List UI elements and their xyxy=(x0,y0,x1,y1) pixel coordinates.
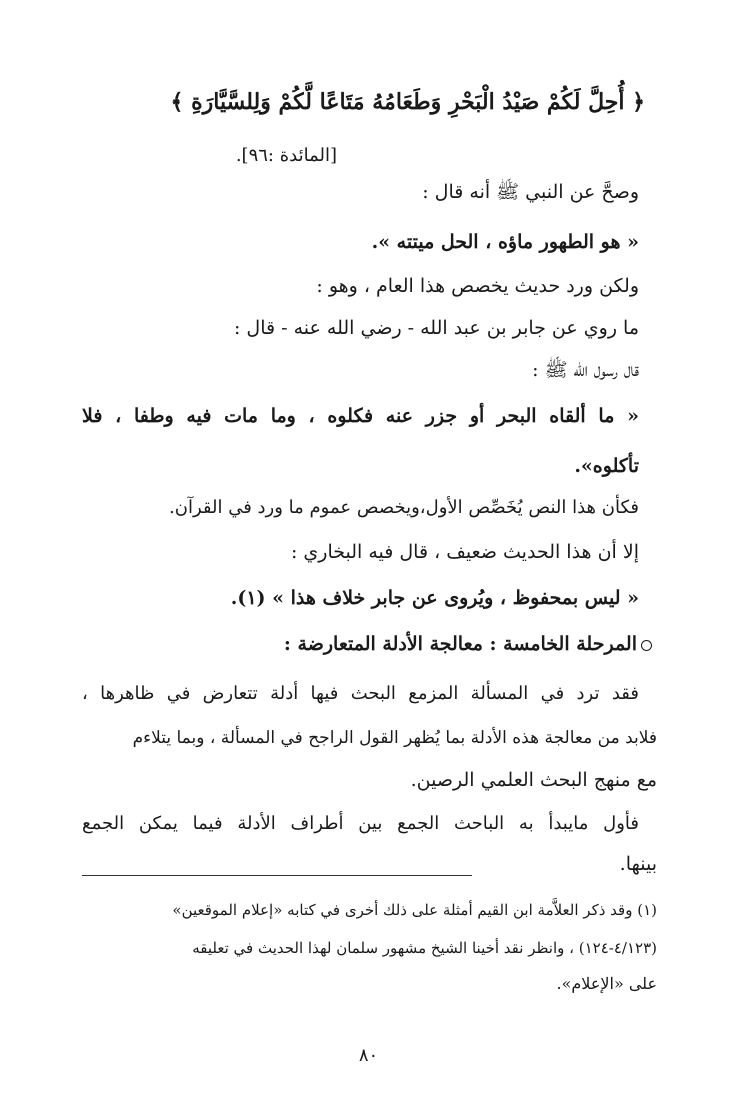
page-number: ٨٠ xyxy=(358,1045,379,1066)
text-line: إلا أن هذا الحديث ضعيف ، قال فيه البخاري : xyxy=(290,541,639,563)
footnote-line: (٤/١٢٣-١٢٤) ، وانظر نقد أخينا الشيخ مشهور سلمان لهذا الحديث في تعليقه xyxy=(192,939,657,957)
text-line: مع منهج البحث العلمي الرصين. xyxy=(410,769,657,791)
text-line: فكأن هذا النص يُخَصِّص الأول،ويخصص عموم ما ورد في القرآن. xyxy=(169,497,639,518)
section-heading xyxy=(82,630,652,658)
hadith-quote: « هو الطهور ماؤه ، الحل ميتته ». xyxy=(371,231,639,253)
text-line: فقد ترد في المسألة المزمع البحث فيها أدلة تتعارض في ظاهرها ، xyxy=(82,683,639,704)
section-heading-text: المرحلة الخامسة : معالجة الأدلة المتعارضة : xyxy=(283,633,637,655)
footnote-line: (١) وقد ذكر العلاَّمة ابن القيم أمثلة على ذلك أخرى في كتابه «إعلام الموقعين» xyxy=(172,901,657,919)
circle-bullet-icon xyxy=(641,640,652,651)
hadith-quote: « ليس بمحفوظ ، ويُروى عن جابر خلاف هذا » (١). xyxy=(230,587,639,609)
text-line: فلابد من معالجة هذه الأدلة بما يُظهر القول الراجح في المسألة ، وبما يتلاءم xyxy=(132,728,657,748)
text-line: وصحَّ عن النبي ﷺ أنه قال : xyxy=(422,181,639,203)
text-line: فأول مايبدأ به الباحث الجمع بين أطراف الأدلة فيما يمكن الجمع xyxy=(82,813,639,834)
text-line: بينها. xyxy=(619,853,657,875)
text-line: ما روي عن جابر بن عبد الله - رضي الله عنه - قال : xyxy=(233,317,639,339)
verse-reference: [المائدة :٩٦]. xyxy=(235,145,337,166)
hadith-quote-end: تأكلوه». xyxy=(574,455,639,477)
footnote-separator xyxy=(82,875,472,876)
footnote-line: على «الإعلام». xyxy=(556,974,657,993)
text-line: قال رسول الله ﷺ : xyxy=(532,359,639,381)
hadith-quote: « ما ألقاه البحر أو جزر عنه فكلوه ، وما مات فيه وطفا ، فلا xyxy=(82,405,639,427)
quran-verse: ﴿ أُحِلَّ لَكُمْ صَيْدُ الْبَحْرِ وَطَعَامُهُ مَتَاعًا لَّكُمْ وَلِلسَّيَّارَةِ ﴾ xyxy=(170,89,645,115)
text-line: ولكن ورد حديث يخصص هذا العام ، وهو : xyxy=(316,275,639,297)
